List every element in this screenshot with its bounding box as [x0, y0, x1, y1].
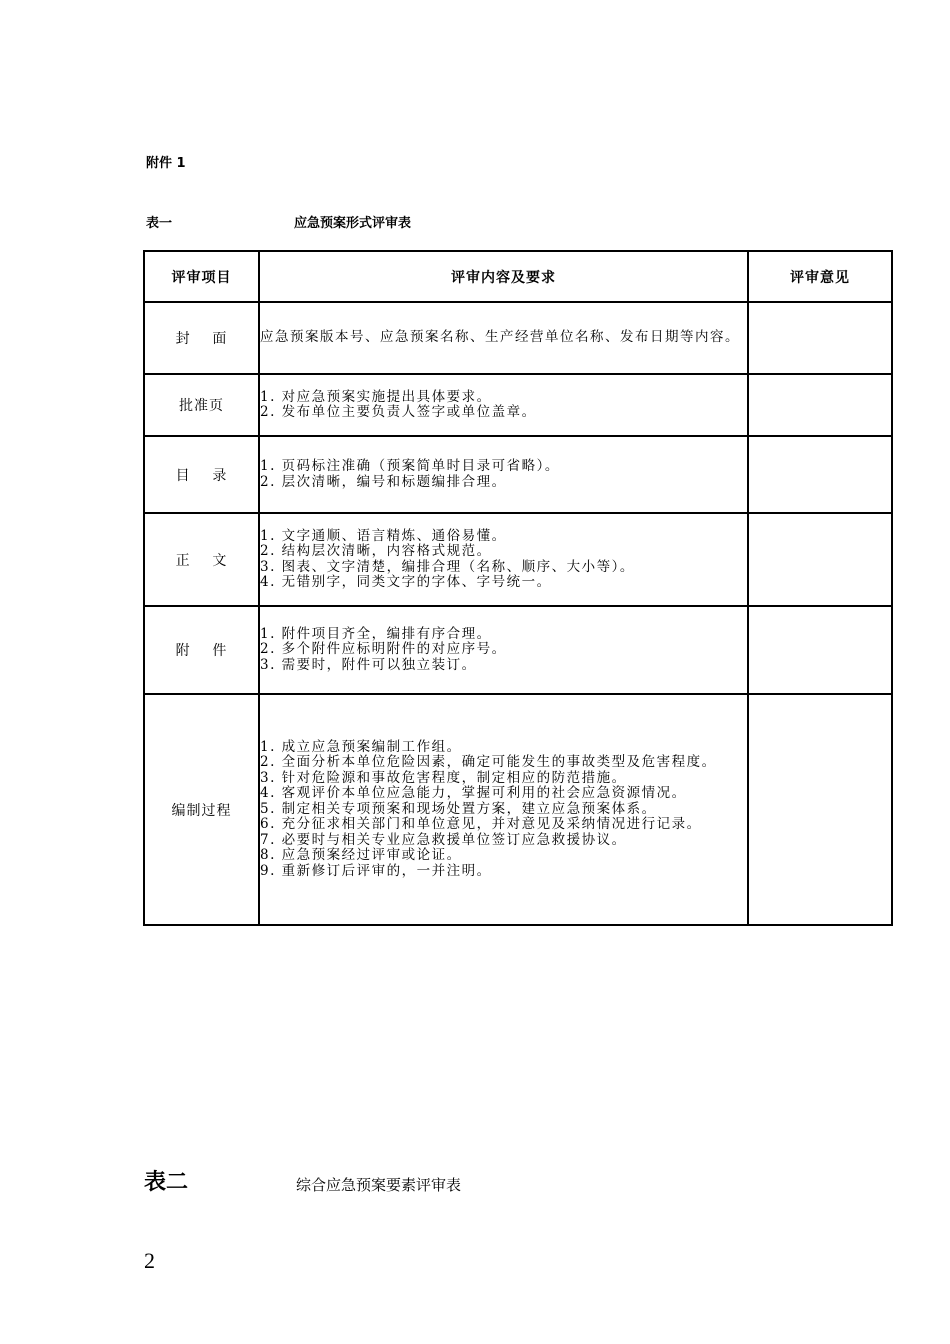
row-item: 批准页 — [144, 374, 259, 436]
header-content: 评审内容及要求 — [259, 251, 748, 302]
requirement-line: 9. 重新修订后评审的，一并注明。 — [260, 862, 492, 879]
row-content — [259, 302, 748, 374]
requirement-line: 1. 对应急预案实施提出具体要求。 — [260, 388, 492, 405]
table-row — [144, 606, 892, 694]
row-content — [259, 374, 748, 436]
row-item: 编制过程 — [144, 694, 259, 925]
requirement-line: 4. 无错别字，同类文字的字体、字号统一。 — [260, 574, 552, 590]
requirement-line: 1. 附件项目齐全，编排有序合理。 — [260, 625, 492, 642]
page-number: 2 — [144, 1248, 155, 1273]
row-content — [259, 513, 748, 606]
requirement-line: 3. 需要时，附件可以独立装订。 — [260, 656, 477, 673]
row-opinion — [748, 436, 892, 513]
table2-label: 表二 — [144, 1170, 189, 1195]
table2-title: 综合应急预案要素评审表 — [296, 1176, 462, 1194]
table-row — [144, 436, 892, 513]
requirement-line: 2. 全面分析本单位危险因素，确定可能发生的事故类型及危害程度。 — [260, 754, 717, 771]
attachment-label: 附件 1 — [146, 156, 186, 171]
row-content — [259, 606, 748, 694]
requirement-line: 1. 文字通顺、语言精炼、通俗易懂。 — [260, 527, 507, 544]
table1-label: 表一 — [146, 216, 173, 231]
requirement-line: 1. 页码标注准确（预案简单时目录可省略）。 — [260, 458, 560, 474]
requirement-line: 6. 充分征求相关部门和单位意见，并对意见及采纳情况进行记录。 — [260, 816, 702, 833]
row-opinion — [748, 302, 892, 374]
form-review-table — [143, 250, 893, 926]
table-row — [144, 513, 892, 606]
requirement-line: 5. 制定相关专项预案和现场处置方案，建立应急预案体系。 — [260, 800, 657, 817]
header-opinion: 评审意见 — [748, 251, 892, 302]
row-opinion — [748, 513, 892, 606]
requirement-line: 应急预案版本号、应急预案名称、生产经营单位名称、发布日期等内容。 — [260, 329, 740, 346]
requirement-line: 2. 发布单位主要负责人签字或单位盖章。 — [260, 404, 537, 420]
requirement-line: 3. 图表、文字清楚，编排合理（名称、顺序、大小等）。 — [260, 558, 635, 575]
requirement-line: 2. 层次清晰，编号和标题编排合理。 — [260, 473, 507, 490]
requirement-line: 8. 应急预案经过评审或论证。 — [260, 847, 462, 864]
requirement-line: 4. 客观评价本单位应急能力，掌握可利用的社会应急资源情况。 — [260, 785, 687, 802]
row-opinion — [748, 374, 892, 436]
table-row — [144, 374, 892, 436]
requirement-line: 7. 必要时与相关专业应急救援单位签订应急救援协议。 — [260, 831, 627, 848]
requirement-line: 2. 多个附件应标明附件的对应序号。 — [260, 641, 507, 658]
row-item: 封 面 — [144, 302, 259, 374]
row-item: 附 件 — [144, 606, 259, 694]
row-item: 正 文 — [144, 513, 259, 606]
requirement-line: 2. 结构层次清晰，内容格式规范。 — [260, 543, 492, 559]
header-item: 评审项目 — [144, 251, 259, 302]
table-row — [144, 694, 892, 925]
row-opinion — [748, 694, 892, 925]
table1-title: 应急预案形式评审表 — [294, 216, 412, 231]
row-item: 目 录 — [144, 436, 259, 513]
requirement-line: 3. 针对危险源和事故危害程度，制定相应的防范措施。 — [260, 769, 627, 786]
row-opinion — [748, 606, 892, 694]
table-header-row — [144, 251, 892, 302]
row-content — [259, 436, 748, 513]
row-content — [259, 694, 748, 925]
requirement-line: 1. 成立应急预案编制工作组。 — [260, 738, 462, 755]
table-row — [144, 302, 892, 374]
